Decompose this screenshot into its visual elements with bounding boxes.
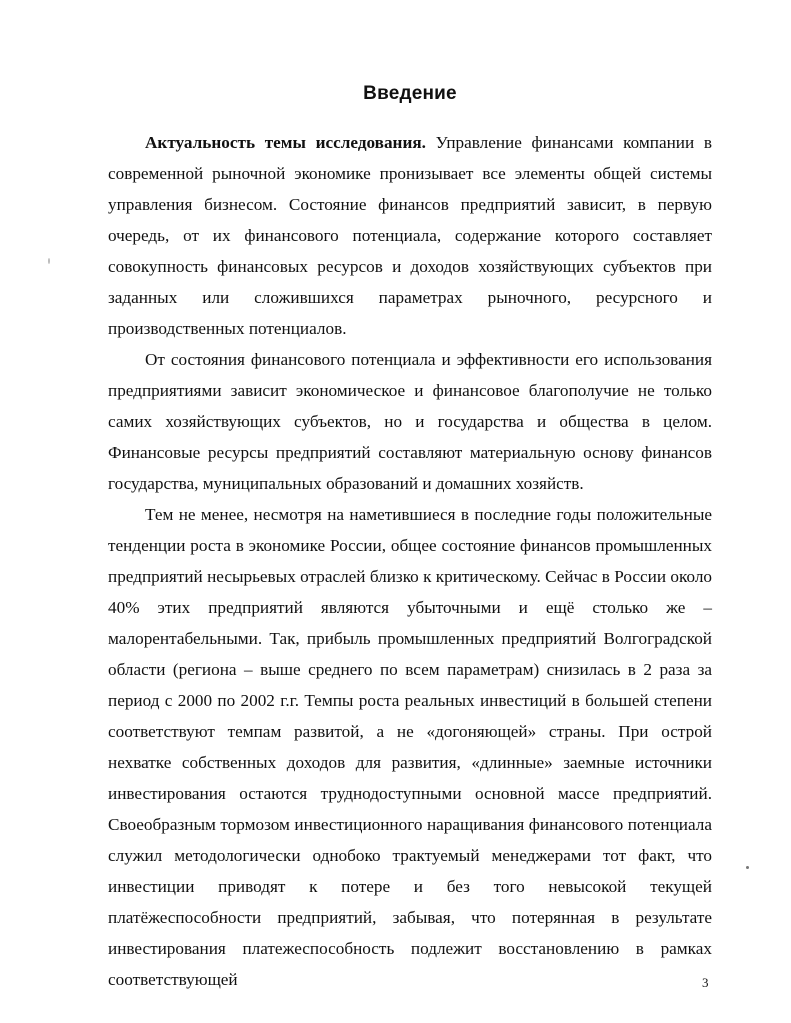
body-text bbox=[108, 127, 712, 995]
paragraph-relevance bbox=[108, 127, 712, 344]
scan-speck bbox=[746, 866, 749, 869]
page-number: 3 bbox=[702, 975, 709, 990]
page-title: Введение bbox=[363, 83, 457, 104]
paragraph-lead: Актуальность темы исследования. bbox=[145, 133, 426, 152]
paragraph-text: Управление финансами компании в современной рыночной экономике пронизывает все элементы общей системы управления бизнесом. Состояние финансов предприятий зависит, в первую очередь, от их финансового потенциала, содержание которого составляет совокупность финансовых ресурсов и доходов хозяйствующих субъектов при заданных или сложившихся параметрах рыночного, ресурсного и производственных потенциалов. bbox=[108, 133, 712, 338]
scan-speck bbox=[48, 258, 50, 264]
paragraph-economic-state: Тем не менее, несмотря на наметившиеся в последние годы положительные тенденции роста в экономике России, общее состояние финансов промышленных предприятий несырьевых отраслей близко к критическому. Сейчас в России около 40% этих предприятий являются убыточными и ещё столько же – малорентабельными. Так, прибыль промышленных предприятий Волгоградской области (региона – выше среднего по всем параметрам) снизилась в 2 раза за период с 2000 по 2002 г.г. Темпы роста реальных инвестиций в большей степени соответствуют темпам развитой, а не «догоняющей» страны. При острой нехватке собственных доходов для развития, «длинные» заемные источники инвестирования остаются труднодоступными основной массе предприятий. Своеобразным тормозом инвестиционного наращивания финансового потенциала служил методологически однобоко трактуемый менеджерами тот факт, что инвестиции приводят к потере и без того невысокой текущей платёжеспособности предприятий, забывая, что потерянная в результате инвестирования платежеспособность подлежит восстановлению в рамках соответствующей bbox=[108, 505, 712, 989]
paragraph-financial-potential: От состояния финансового потенциала и эффективности его использования предприятиями зависит экономическое и финансовое благополучие не только самих хозяйствующих субъектов, но и государства и общества в целом. Финансовые ресурсы предприятий составляют материальную основу финансов государства, муниципальных образований и домашних хозяйств. bbox=[108, 350, 712, 493]
